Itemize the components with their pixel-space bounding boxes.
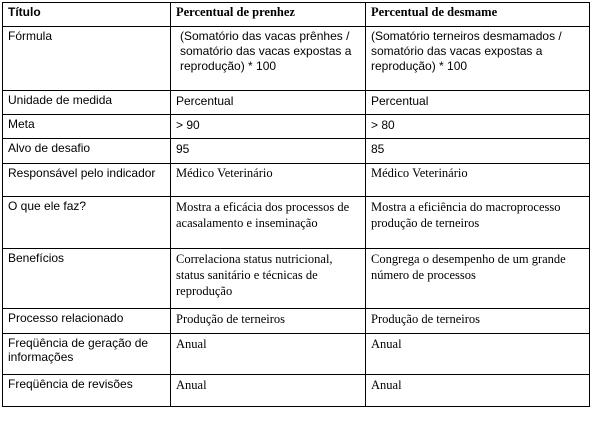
- table-row: [3, 309, 590, 334]
- row-label-processo: Processo relacionado: [3, 309, 171, 334]
- cell-desmame-formula: [366, 27, 590, 91]
- row-label-meta: Meta: [3, 115, 171, 139]
- cell-prenhez-responsavel: Médico Veterinário: [171, 164, 366, 197]
- table-row: [3, 91, 590, 115]
- row-label-o-que-faz: O que ele faz?: [3, 197, 171, 249]
- cell-desmame-frequencia-geracao: Anual: [366, 334, 590, 375]
- row-label-beneficios: Benefícios: [3, 249, 171, 309]
- cell-desmame-meta: > 80: [366, 115, 590, 139]
- cell-desmame-unidade: Percentual: [366, 91, 590, 115]
- cell-prenhez-beneficios: Correlaciona status nutricional, status sanitário e técnicas de reprodução: [171, 249, 366, 309]
- cell-desmame-responsavel: Médico Veterinário: [366, 164, 590, 197]
- row-label-alvo: Alvo de desafio: [3, 139, 171, 164]
- cell-prenhez-meta: > 90: [171, 115, 366, 139]
- cell-desmame-o-que-faz: Mostra a eficiência do macroprocesso produção de terneiros: [366, 197, 590, 249]
- row-label-responsavel: Responsável pelo indicador: [3, 164, 171, 197]
- row-label-formula: Fórmula: [3, 27, 171, 91]
- row-label-frequencia-revisoes: Freqüência de revisões: [3, 375, 171, 407]
- cell-prenhez-processo: Produção de terneiros: [171, 309, 366, 334]
- cell-desmame-frequencia-revisoes: Anual: [366, 375, 590, 407]
- cell-prenhez-frequencia-revisoes: Anual: [171, 375, 366, 407]
- row-label-unidade: Unidade de medida: [3, 91, 171, 115]
- table-row: [3, 197, 590, 249]
- header-percentual-desmame: Percentual de desmame: [366, 3, 590, 27]
- table-row: [3, 249, 590, 309]
- header-percentual-prenhez: Percentual de prenhez: [171, 3, 366, 27]
- cell-prenhez-formula: [171, 27, 366, 91]
- cell-prenhez-unidade: Percentual: [171, 91, 366, 115]
- table-header-row: [3, 3, 590, 27]
- cell-text: (Somatório das vacas prênhes / somatório das vacas expostas a reprodução) * 100: [180, 29, 352, 73]
- cell-prenhez-o-que-faz: Mostra a eficácia dos processos de acasalamento e inseminação: [171, 197, 366, 249]
- cell-desmame-processo: Produção de terneiros: [366, 309, 590, 334]
- table-row: [3, 375, 590, 407]
- indicator-table: [2, 2, 590, 407]
- cell-desmame-beneficios: Congrega o desempenho de um grande número de processos: [366, 249, 590, 309]
- cell-prenhez-alvo: 95: [171, 139, 366, 164]
- cell-desmame-alvo: 85: [366, 139, 590, 164]
- cell-prenhez-frequencia-geracao: Anual: [171, 334, 366, 375]
- row-label-frequencia-geracao: Freqüência de geração de informações: [3, 334, 171, 375]
- cell-text: (Somatório terneiros desmamados / somatório das vacas expostas a reprodução) * 100: [371, 29, 562, 73]
- table-row: [3, 164, 590, 197]
- table-row: [3, 115, 590, 139]
- table-row: [3, 27, 590, 91]
- table-row: [3, 139, 590, 164]
- table-row: [3, 334, 590, 375]
- header-titulo: Título: [3, 3, 171, 27]
